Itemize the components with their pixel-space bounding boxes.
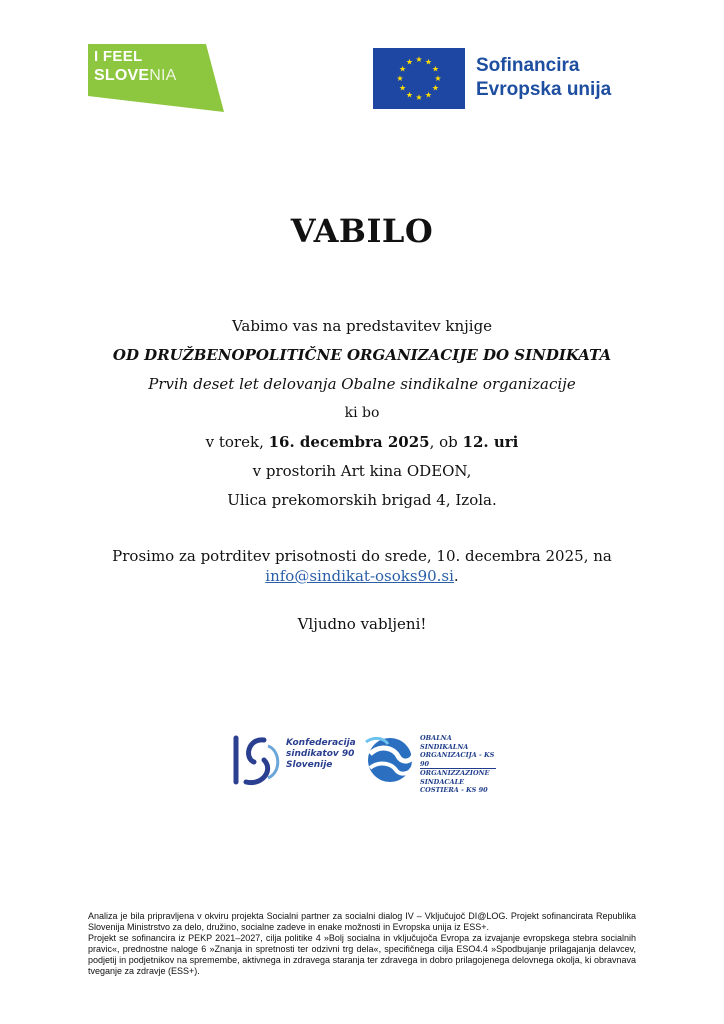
eu-star-icon: ★ — [405, 90, 414, 100]
eu-star-icon: ★ — [431, 64, 440, 74]
ks90-line2: sindikatov 90 — [286, 749, 355, 759]
book-title: OD DRUŽBENOPOLITIČNE ORGANIZACIJE DO SINDIKATA — [112, 346, 612, 364]
rsvp-period: . — [453, 567, 459, 585]
rsvp-line: Prosimo za potrditev prisotnosti do srede, 10. decembra 2025, na — [112, 547, 612, 565]
ki-bo-line: ki bo — [344, 405, 380, 421]
eu-star-icon: ★ — [396, 74, 404, 84]
ifeel-line2 — [94, 68, 177, 84]
address-line: Ulica prekomorskih brigad 4, Izola. — [227, 491, 497, 509]
rsvp-email-line — [60, 566, 664, 586]
eu-star-icon: ★ — [398, 83, 407, 93]
event-time: 12. uri — [462, 433, 519, 451]
date-time-line — [60, 432, 664, 452]
intro-line: Vabimo vas na predstavitev knjige — [231, 317, 493, 335]
osoks-line2: SINDIKALNA — [420, 742, 469, 751]
page-title: VABILO — [290, 212, 434, 250]
ks90-emblem-icon — [224, 730, 286, 790]
eu-cofunding-text — [476, 54, 611, 102]
eu-star-icon: ★ — [424, 90, 433, 100]
osoks90-logo — [364, 734, 496, 794]
eu-star-icon: ★ — [434, 74, 442, 84]
eu-text-line1: Sofinancira — [476, 55, 580, 76]
eu-star-icon: ★ — [405, 57, 414, 67]
osoks-line1: OBALNA — [420, 734, 452, 742]
eu-star-icon: ★ — [415, 93, 423, 103]
invitation-body — [60, 316, 664, 634]
osoks-line4: ORGANIZZAZIONE — [420, 769, 490, 777]
ks90-line1: Konfederacija — [286, 738, 356, 748]
ifeel-line1: I FEEL — [94, 48, 143, 65]
footnote-p1: Analiza je bila pripravljena v okviru projekta Socialni partner za socialni dialog IV – Vključujoč DI@LOG. Projekt sofinancirata Republika Slovenija Ministrstvo za delo, družino, socialne zadeve in enake možnosti in Evropska unija iz ESS+. — [88, 911, 636, 932]
ifeel-slove: SLOVE — [94, 67, 150, 84]
ifeel-nia: NIA — [149, 67, 177, 84]
when-mid: , ob — [429, 433, 463, 451]
when-pre: v torek, — [205, 433, 269, 451]
ks90-logo — [224, 730, 356, 790]
eu-star-icon: ★ — [398, 64, 407, 74]
i-feel-slovenia-logo — [88, 44, 224, 112]
email-link[interactable]: info@sindikat-osoks90.si — [265, 567, 454, 585]
osoks-line6: COSTIERA - KS 90 — [420, 786, 488, 794]
event-date: 16. decembra 2025 — [268, 433, 430, 451]
book-subtitle: Prvih deset let delovanja Obalne sindikalne organizacije — [148, 375, 576, 393]
eu-star-icon: ★ — [424, 57, 433, 67]
eu-star-icon: ★ — [415, 55, 423, 65]
osoks-line3: ORGANIZACIJA - KS 90 — [420, 751, 495, 768]
osoks-line5: SINDACALE — [420, 777, 465, 786]
eu-text-line2: Evropska unija — [476, 79, 612, 100]
eu-flag-icon — [373, 48, 465, 109]
eu-star-icon: ★ — [431, 83, 440, 93]
i-feel-slovenia-text — [94, 49, 177, 84]
ks90-name — [286, 738, 356, 771]
osoks90-emblem-icon — [364, 734, 418, 786]
footnote-p2: Projekt se sofinancira iz PEKP 2021–2027, cilja politike 4 »Bolj socialna in vključujoča Evropa za izvajanje evropskega stebra socialnih pravic«, prednostne naloge 6 »Znanja in spretnosti ter odzivni trg dela«, specifičnega cilja ESO4.4 »Spodbujanje prilagajanja delavcev, podjetij in podjetnikov na spremembe, aktivnega in zdravega staranja ter zdravega in dobro prilagojenega delovnega okolja, ki obravnava tveganje za zdravje (ESS+). — [88, 933, 636, 976]
osoks90-name — [420, 734, 496, 795]
eu-stars — [373, 48, 465, 109]
closing-line: Vljudno vabljeni! — [297, 615, 427, 633]
venue-line: v prostorih Art kina ODEON, — [252, 462, 472, 480]
footnote — [88, 911, 636, 977]
ks90-line3: Slovenije — [286, 760, 333, 770]
